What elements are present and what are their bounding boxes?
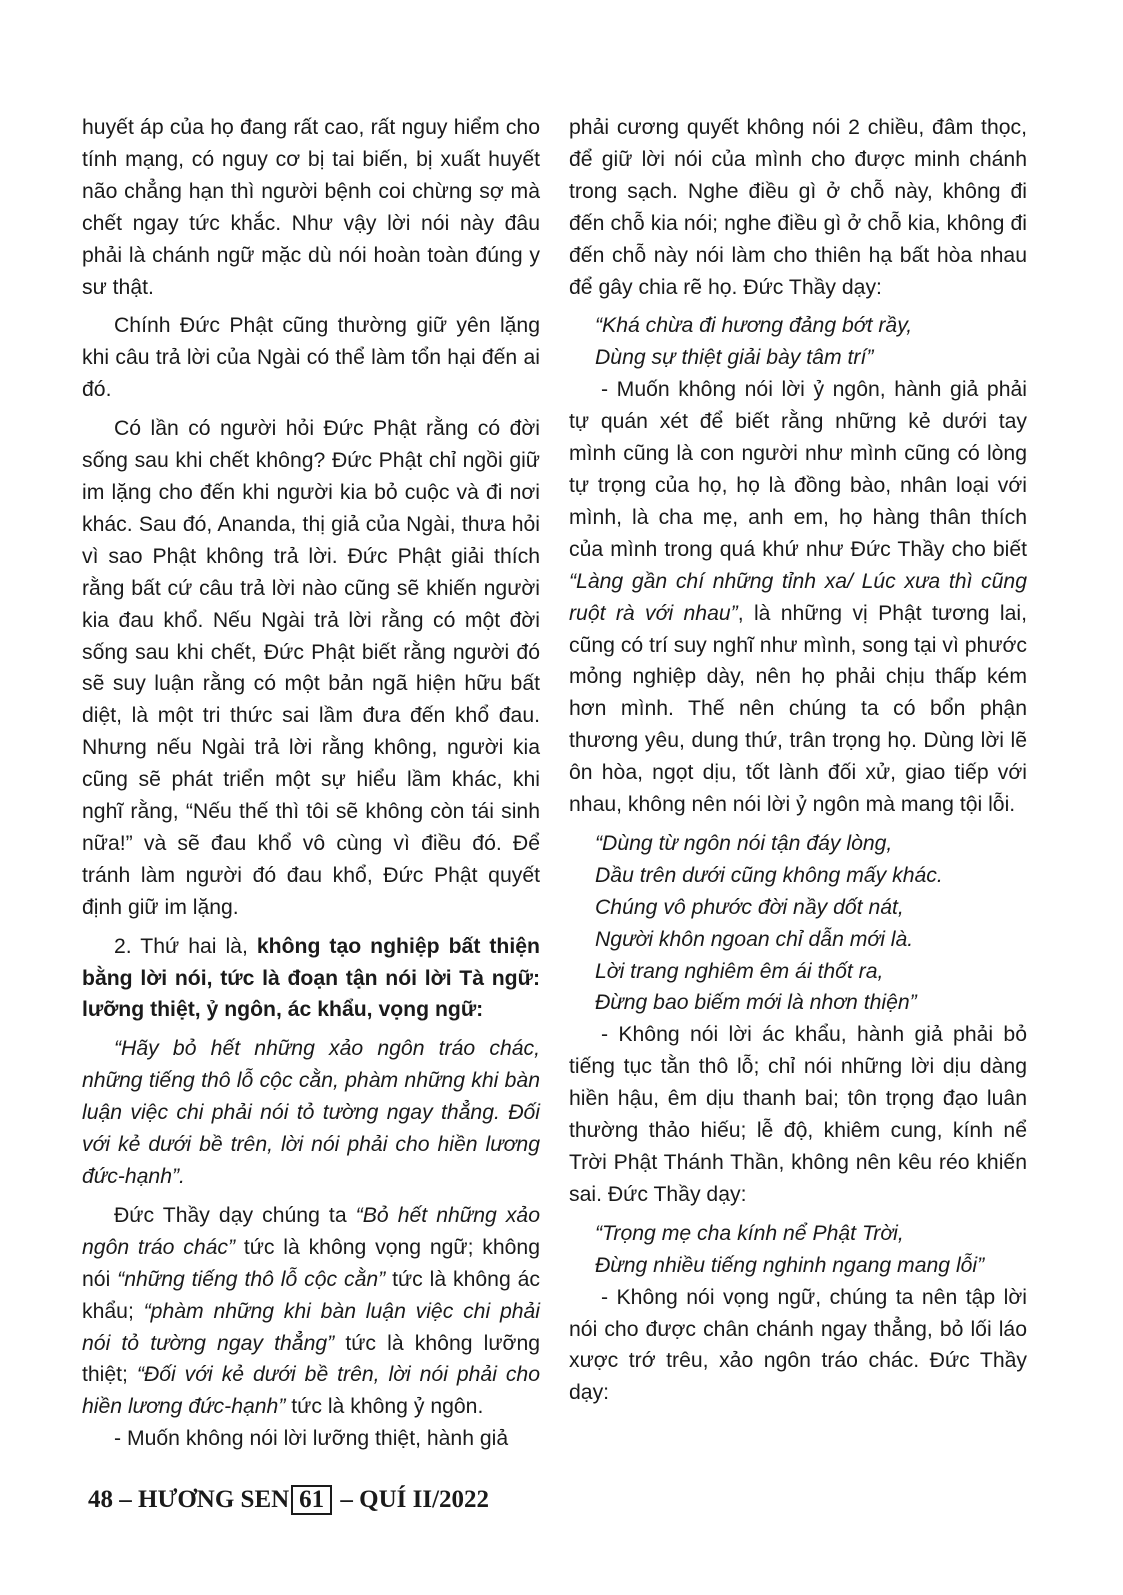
footer-dash: – xyxy=(340,1486,353,1513)
magazine-title: HƯƠNG SEN xyxy=(138,1486,290,1513)
inline-quote: “Bỏ hết những xảo ngôn tráo chác” xyxy=(82,1203,541,1259)
paragraph-text: Đức Thầy dạy chúng ta xyxy=(114,1203,356,1227)
paragraph-text: - Muốn không nói lời ỷ ngôn, hành giả phải tự quán xét để biết rằng những kẻ dưới tay mình cũng là con người như mình cũng có lòng tự trọng của họ, họ là đồng bào, nhân loại với mình, là cha mẹ, anh em, họ hàng thân thích của mình trong quá khứ như Đức Thầy cho biết xyxy=(569,378,1027,561)
paragraph-text: tức là không ỷ ngôn. xyxy=(285,1395,484,1419)
verse-line: Dùng sự thiệt giải bày tâm trí” xyxy=(595,346,874,370)
paragraph-rule-2 xyxy=(82,931,540,1027)
inline-quote: “những tiếng thô lỗ cộc cằn” xyxy=(117,1267,386,1291)
paragraph xyxy=(569,374,1027,821)
paragraph-text: tức là không lưỡng thiệt; xyxy=(82,1331,541,1387)
bold-heading: không tạo nghiệp bất thiện bằng lời nói, tức là đoạn tận nói lời Tà ngữ: lưỡng thiệt, ỷ ngôn, ác khẩu, vọng ngữ: xyxy=(82,934,540,1022)
left-column xyxy=(82,112,540,1455)
paragraph xyxy=(82,1200,540,1423)
paragraph: - Không nói lời ác khẩu, hành giả phải bỏ tiếng tục tằn thô lỗ; chỉ nói những lời dịu dàng hiền hậu, êm dịu thanh bai; tôn trọng đạo luân thường thảo hiếu; lễ độ, khiêm cung, kính nể Trời Phật Thánh Thần, không nên kêu réo khiến sai. Đức Thầy dạy: xyxy=(569,1023,1027,1206)
inline-quote: “phàm những khi bàn luận việc chi phải nói tỏ tường ngay thẳng” xyxy=(82,1299,541,1355)
footer-dash: – xyxy=(119,1486,132,1513)
paragraph-text: Có lần có người hỏi Đức Phật rằng có đời sống sau khi chết không? Đức Phật chỉ ngồi giữ im lặng cho đến khi người kia bỏ cuộc và đi nơi khác. Sau đó, Ananda, thị giả của Ngài, thưa hỏi vì sao Phật không trả lời. Đức Phật giải thích rằng bất cứ câu trả lời nào cũng sẽ khiến người kia đau khổ. Nếu Ngài trả lời rằng có một đời sống sau khi chết, Đức Phật biết rằng người đó sẽ suy luận rằng có một bản ngã hiện hữu bất diệt, là một tri thức sai lầm đưa đến khổ đau. Nhưng nếu Ngài trả lời rằng không, người kia cũng sẽ phát triển một sự hiểu lầm khác, khi nghĩ rằng, “Nếu thế thì tôi sẽ không còn tái sinh nữa!” và sẽ đau khổ vô cùng vì điều đó. Để tránh làm người đó đau khổ, Đức Phật quyết định giữ im lặng. xyxy=(82,417,540,919)
verse-line: Đừng nhiều tiếng nghinh ngang mang lỗi” xyxy=(595,1253,985,1277)
inline-quote: “Đối với kẻ dưới bề trên, lời nói phải cho hiền lương đức-hạnh” xyxy=(82,1363,540,1419)
paragraph-text: tức là không vọng ngữ; không nói xyxy=(82,1235,540,1291)
page-footer xyxy=(88,1485,489,1515)
right-column xyxy=(569,112,1027,1409)
verse-line: Chúng vô phước đời nầy dốt nát, xyxy=(595,895,904,919)
page-number: 48 xyxy=(88,1486,113,1513)
paragraph-text: 2. Thứ hai là, xyxy=(114,934,257,958)
paragraph: - Muốn không nói lời lưỡng thiệt, hành giả xyxy=(114,1427,509,1451)
paragraph xyxy=(82,413,540,924)
verse-line: “Trọng mẹ cha kính nể Phật Trời, xyxy=(595,1221,904,1245)
verse-line: Lời trang nghiêm êm ái thốt ra, xyxy=(595,959,884,983)
quote: “Hãy bỏ hết những xảo ngôn tráo chác, những tiếng thô lỗ cộc cằn, phàm những khi bàn luận việc chi phải nói tỏ tường ngay thẳng. Đối với kẻ dưới bề trên, lời nói phải cho hiền lương đức-hạnh”. xyxy=(82,1037,540,1188)
paragraph: - Không nói vọng ngữ, chúng ta nên tập lời nói cho được chân chánh ngay thẳng, bỏ lối láo xược trớ trêu, xảo ngôn tráo chác. Đức Thầy dạy: xyxy=(569,1285,1027,1405)
verse-line: Dầu trên dưới cũng không mấy khác. xyxy=(595,863,943,887)
paragraph: Chính Đức Phật cũng thường giữ yên lặng khi câu trả lời của Ngài có thể làm tổn hại đến ai đó. xyxy=(82,314,540,402)
paragraph: huyết áp của họ đang rất cao, rất nguy hiểm cho tính mạng, có nguy cơ bị tai biến, bị xuất huyết não chẳng hạn thì người bệnh coi chừng sợ mà chết ngay tức khắc. Như vậy lời nói này đâu phải là chánh ngữ mặc dù nói hoàn toàn đúng y sư thật. xyxy=(82,116,540,299)
issue-period: QUÍ II/2022 xyxy=(359,1486,490,1513)
issue-number-box: 61 xyxy=(291,1485,332,1515)
verse-line: “Khá chừa đi hương đảng bớt rầy, xyxy=(595,314,913,338)
paragraph: phải cương quyết không nói 2 chiều, đâm thọc, để giữ lời nói của mình cho được minh chánh trong sạch. Nghe điều gì ở chỗ này, không đi đến chỗ kia nói; nghe điều gì ở chỗ kia, không đi đến chỗ này nói làm cho thiên hạ bất hòa nhau để gây chia rẽ họ. Đức Thầy dạy: xyxy=(569,116,1027,299)
verse-line: Đừng bao biếm mới là nhơn thiện” xyxy=(595,991,917,1015)
paragraph-text: , là những vị Phật tương lai, cũng có trí suy nghĩ như mình, song tại vì phước mỏng nghiệp dày, nên họ phải chịu thấp kém hơn mình. Thế nên chúng ta có bổn phận thương yêu, dung thứ, trân trọng họ. Dùng lời lẽ ôn hòa, ngọt dịu, tốt lành đối xử, giao tiếp với nhau, không nên nói lời ỷ ngôn mà mang tội lỗi. xyxy=(569,601,1028,817)
verse-line: Người khôn ngoan chỉ dẫn mới là. xyxy=(595,927,914,951)
inline-quote: “Làng gần chí những tỉnh xa/ Lúc xưa thì cũng ruột rà với nhau” xyxy=(569,569,1027,625)
paragraph-text: tức là không ác khẩu; xyxy=(82,1267,540,1323)
verse-line: “Dùng từ ngôn nói tận đáy lòng, xyxy=(595,831,893,855)
